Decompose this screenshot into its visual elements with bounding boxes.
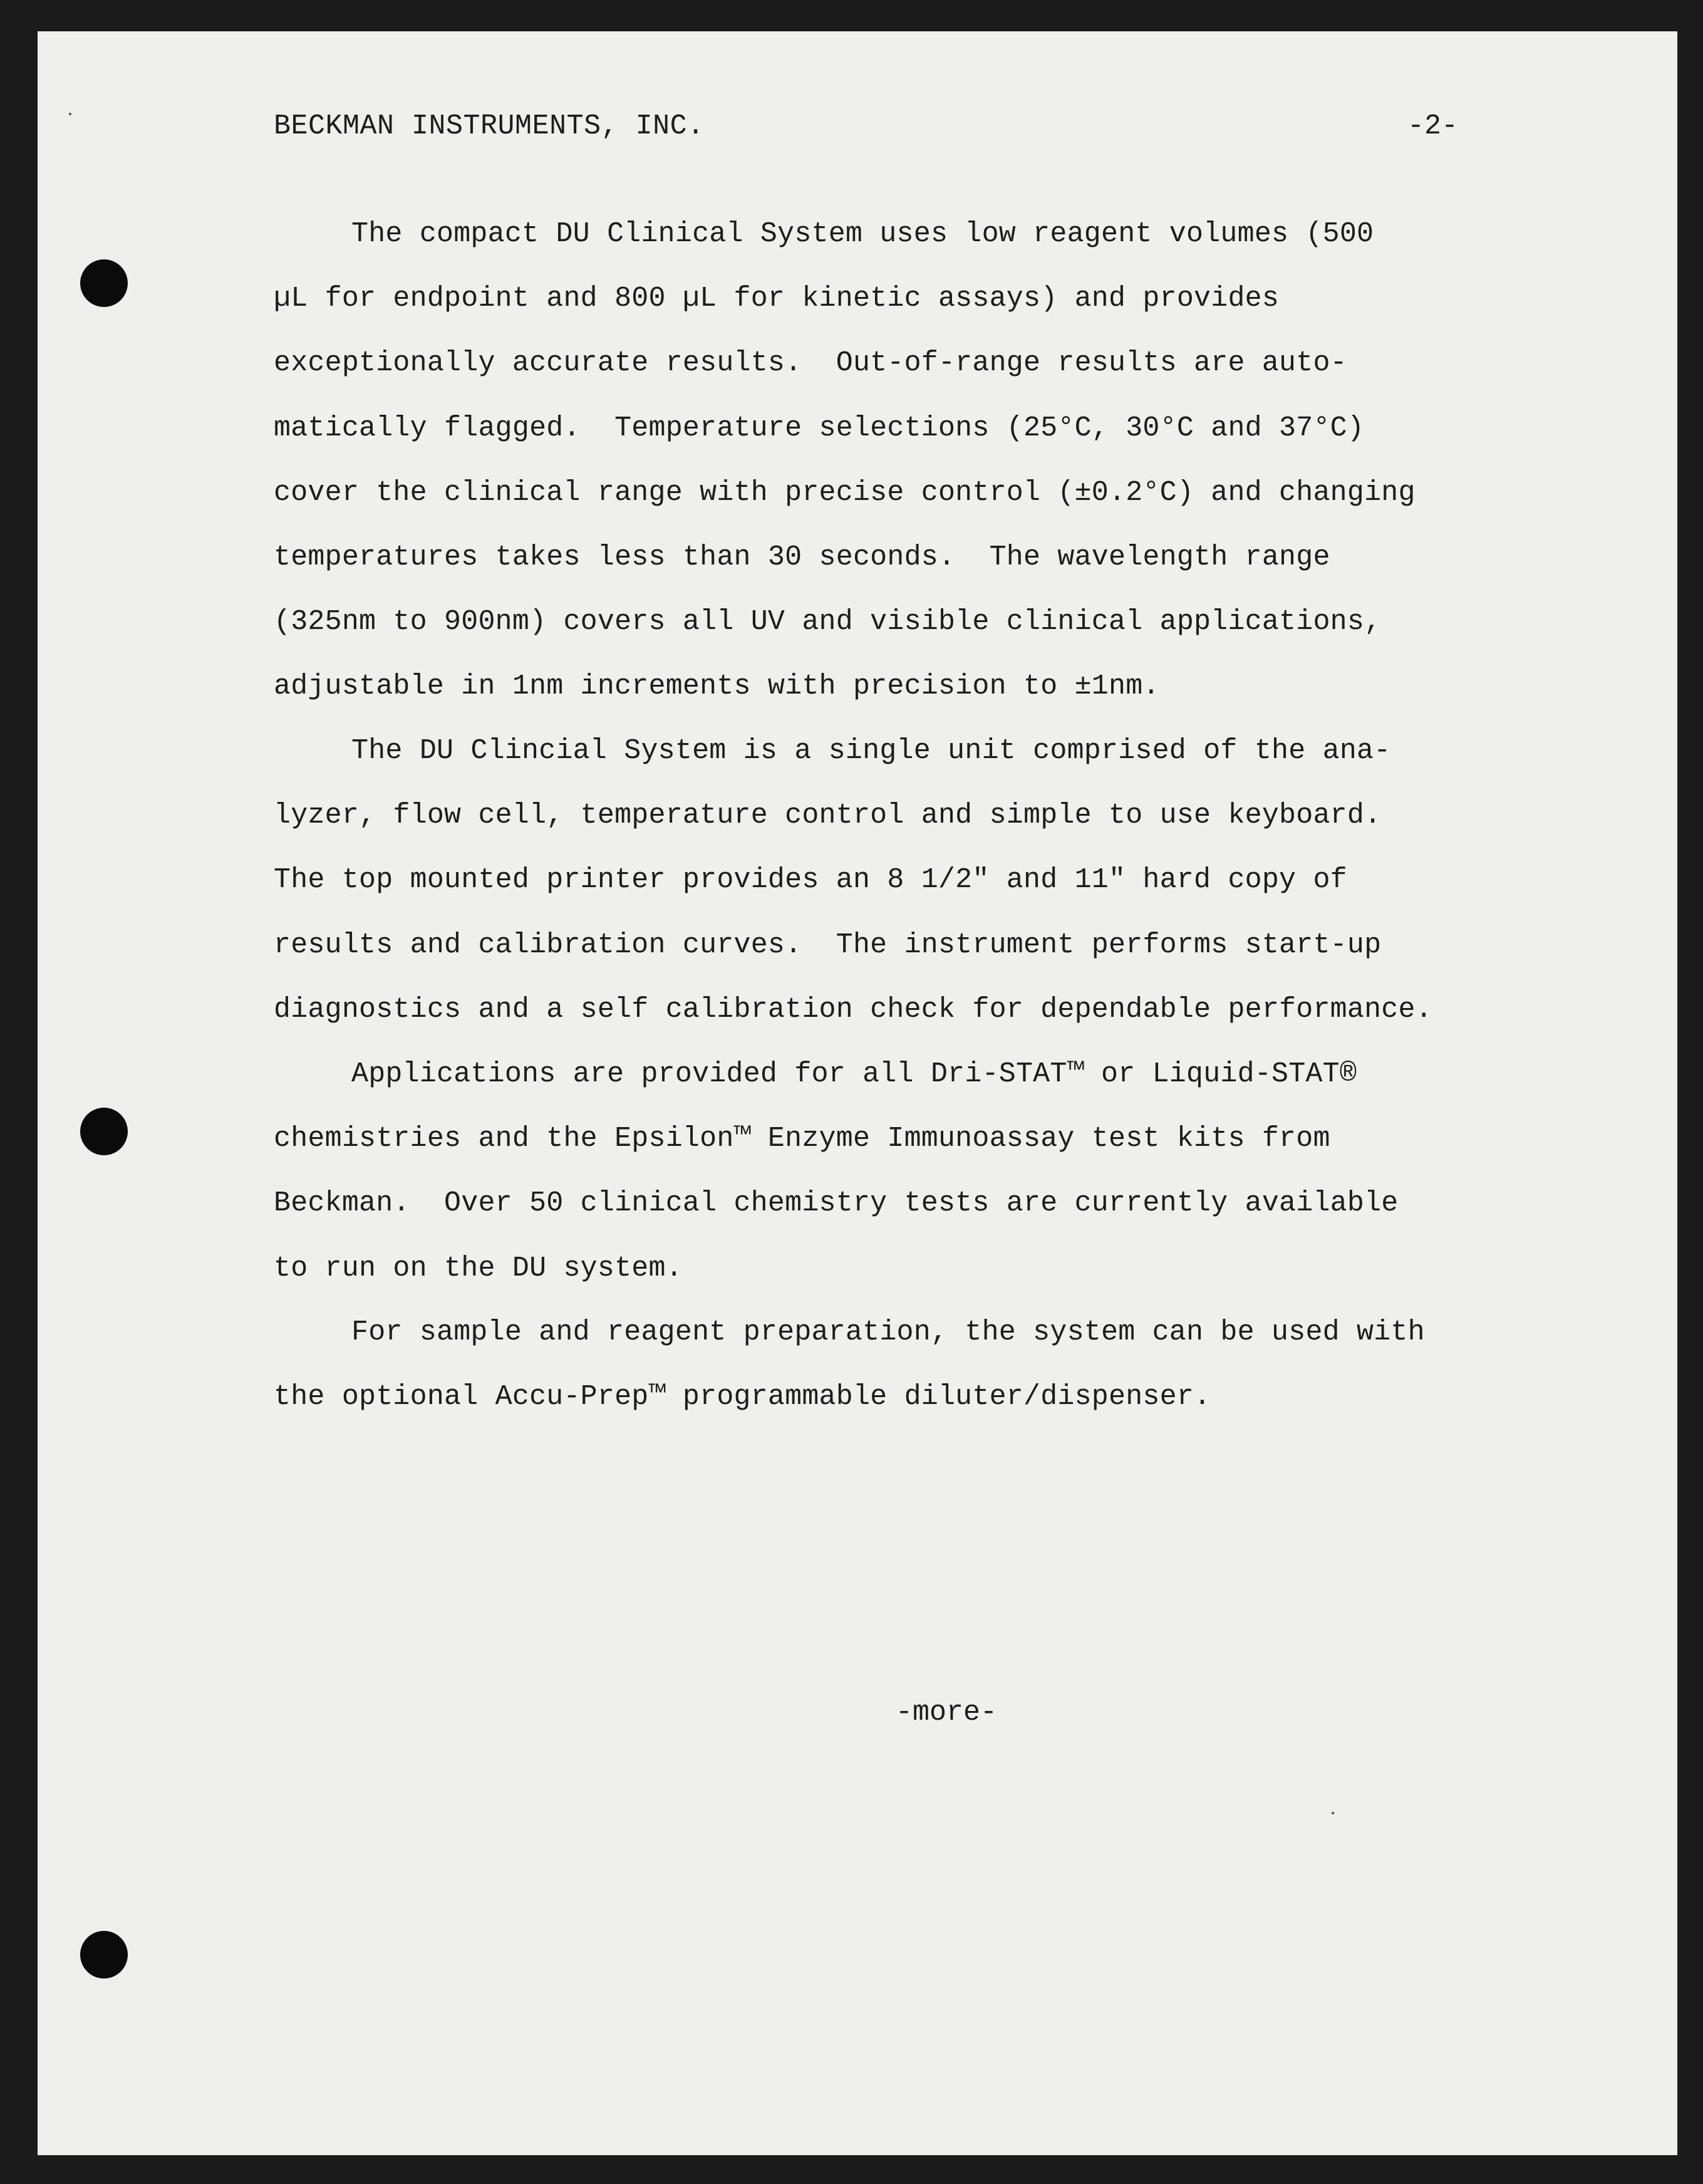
paragraph-system-components [274, 719, 1608, 1042]
text-line: The top mounted printer provides an 8 1/2" and 11" hard copy of [274, 864, 1347, 897]
binder-hole [80, 1931, 128, 1979]
text-line: (325nm to 900nm) covers all UV and visible clinical applications, [274, 606, 1382, 638]
text-line: exceptionally accurate results. Out-of-range results are auto- [274, 347, 1347, 380]
text-line: The DU Clincial System is a single unit comprised of the ana- [351, 735, 1391, 767]
binder-hole [80, 259, 128, 307]
text-line: chemistries and the Epsilon™ Enzyme Immunoassay test kits from [274, 1123, 1330, 1155]
continuation-marker: -more- [896, 1697, 998, 1729]
paragraph-system-overview [274, 202, 1608, 719]
paragraph-applications [274, 1042, 1608, 1301]
text-line: lyzer, flow cell, temperature control and simple to use keyboard. [274, 799, 1382, 832]
text-line: For sample and reagent preparation, the system can be used with [351, 1316, 1425, 1348]
paper-speck [69, 113, 71, 115]
letterhead-company: BECKMAN INSTRUMENTS, INC. [274, 110, 705, 142]
paragraph-sample-preparation [274, 1300, 1608, 1429]
document-page [38, 31, 1677, 2155]
text-line: Beckman. Over 50 clinical chemistry tests are currently available [274, 1187, 1399, 1220]
text-line: Applications are provided for all Dri-STAT™ or Liquid-STAT® [351, 1058, 1357, 1090]
text-line: matically flagged. Temperature selections (25°C, 30°C and 37°C) [274, 412, 1365, 444]
text-line: µL for endpoint and 800 µL for kinetic assays) and provides [274, 283, 1280, 315]
text-line: to run on the DU system. [274, 1252, 683, 1284]
text-line: the optional Accu-Prep™ programmable diluter/dispenser. [274, 1381, 1211, 1413]
text-line: diagnostics and a self calibration check for dependable performance. [274, 993, 1432, 1026]
text-line: The compact DU Clinical System uses low reagent volumes (500 [351, 218, 1374, 250]
paper-speck [1332, 1812, 1334, 1814]
text-line: temperatures takes less than 30 seconds. The wavelength range [274, 541, 1330, 573]
page-number: -2- [1407, 110, 1459, 142]
text-line: adjustable in 1nm increments with precision to ±1nm. [274, 670, 1160, 703]
text-line: cover the clinical range with precise control (±0.2°C) and changing [274, 476, 1416, 509]
binder-hole [80, 1108, 128, 1155]
text-line: results and calibration curves. The instrument performs start-up [274, 928, 1382, 961]
